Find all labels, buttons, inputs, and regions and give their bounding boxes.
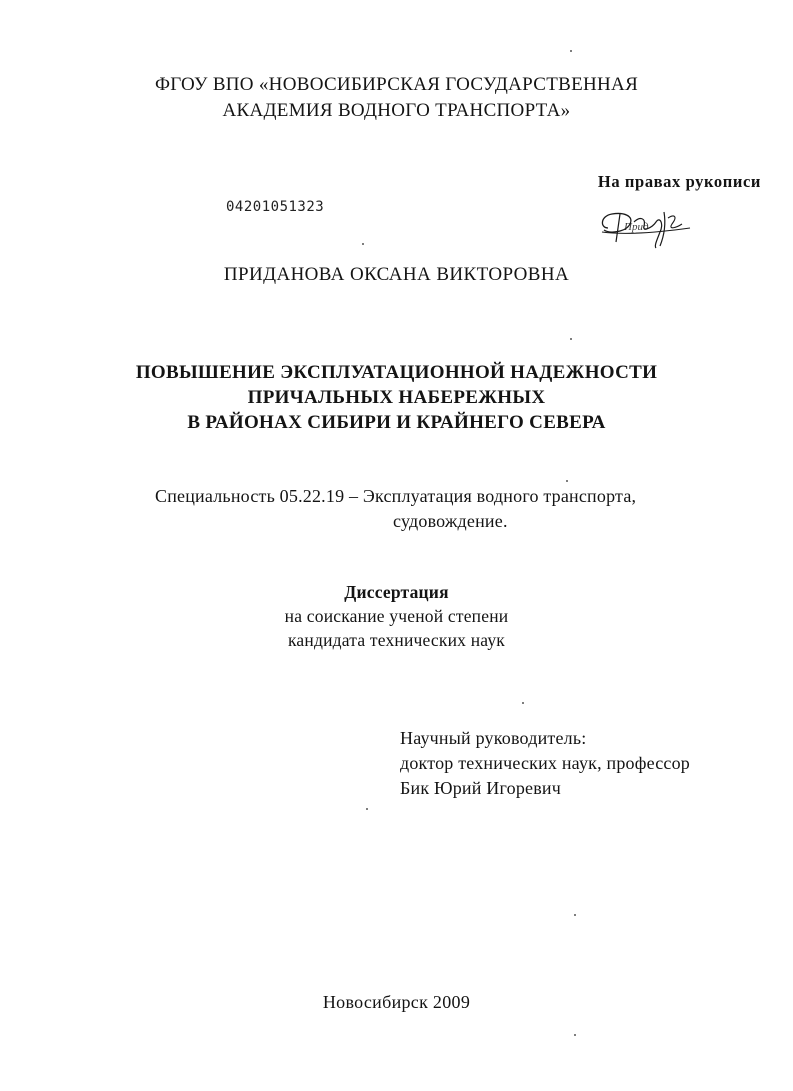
scan-speck [574, 1034, 576, 1036]
dissertation-heading: Диссертация [344, 582, 449, 602]
dissertation-line-2: кандидата технических наук [288, 630, 505, 650]
signature-image [594, 202, 694, 250]
scan-speck [566, 480, 568, 482]
specialty [155, 484, 755, 534]
organization-line-1: ФГОУ ВПО «НОВОСИБИРСКАЯ ГОСУДАРСТВЕННАЯ [154, 74, 639, 95]
scan-speck [366, 808, 368, 810]
scan-speck [574, 914, 576, 916]
thesis-title [0, 360, 793, 435]
supervisor-degree: доктор технических наук, профессор [400, 753, 691, 773]
scan-speck [570, 338, 572, 340]
title-line-3: В РАЙОНАХ СИБИРИ И КРАЙНЕГО СЕВЕРА [187, 412, 606, 433]
document-number: 04201051323 [226, 199, 325, 215]
supervisor-label: Научный руководитель: [400, 728, 587, 748]
scan-speck [570, 50, 572, 52]
signature-text: Прид [624, 221, 649, 233]
dissertation-block [0, 580, 793, 652]
supervisor-block [400, 726, 690, 801]
title-line-1: ПОВЫШЕНИЕ ЭКСПЛУАТАЦИОННОЙ НАДЕЖНОСТИ [135, 362, 658, 383]
city-year: Новосибирск 2009 [322, 992, 471, 1012]
organization-header [0, 72, 793, 124]
author-name: ПРИДАНОВА ОКСАНА ВИКТОРОВНА [223, 264, 570, 285]
specialty-line-1: Специальность 05.22.19 – Эксплуатация водного транспорта, [155, 486, 637, 506]
scan-speck [362, 243, 364, 245]
supervisor-name: Бик Юрий Игоревич [400, 778, 561, 798]
scan-speck [522, 702, 524, 704]
dissertation-line-1: на соискание ученой степени [284, 606, 509, 626]
organization-line-2: АКАДЕМИЯ ВОДНОГО ТРАНСПОРТА» [222, 100, 571, 121]
specialty-line-2: судовождение. [393, 511, 508, 531]
title-line-2: ПРИЧАЛЬНЫХ НАБЕРЕЖНЫХ [247, 387, 546, 408]
rights-note: На правах рукописи [597, 172, 761, 191]
